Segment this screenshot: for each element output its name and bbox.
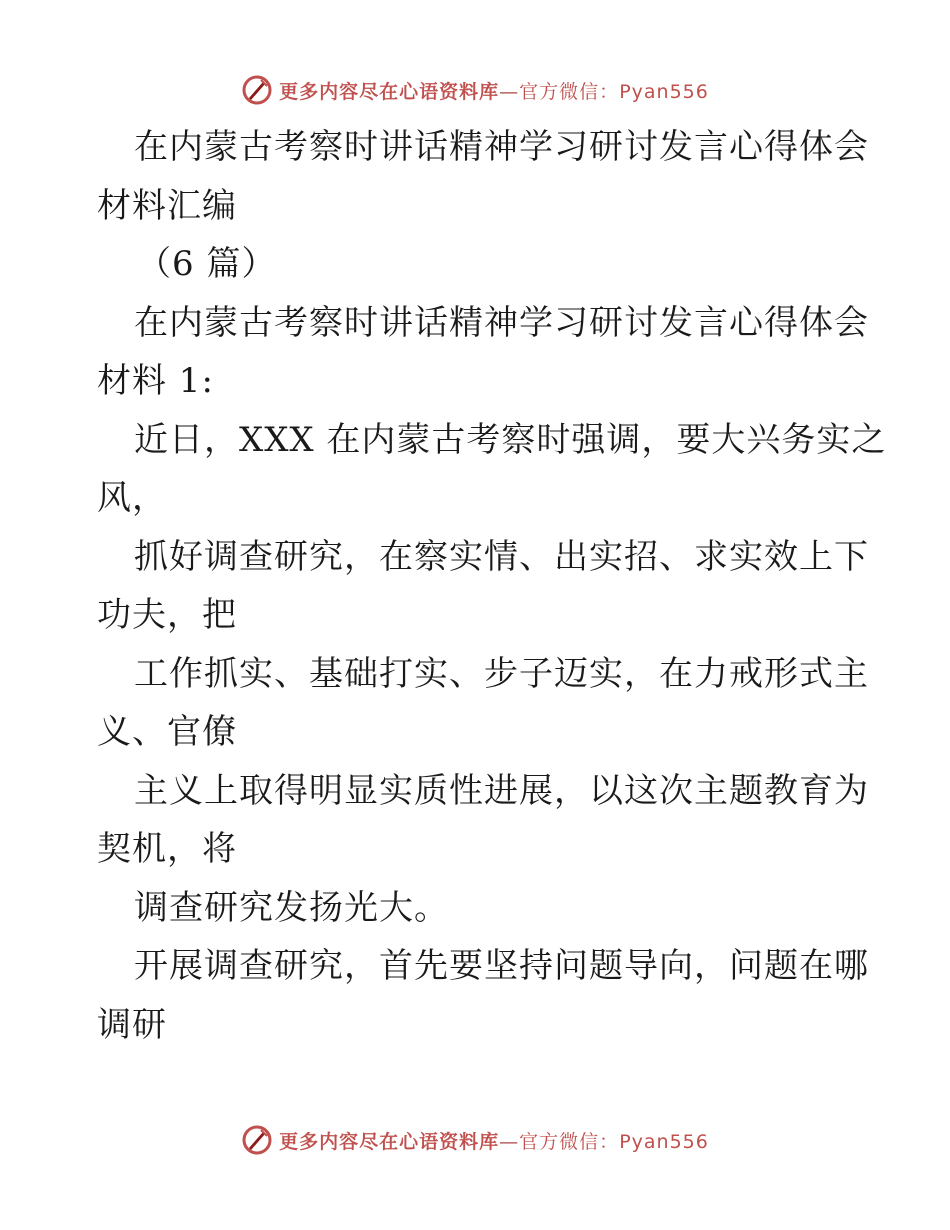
footer-watermark	[0, 1120, 950, 1160]
paragraph-line: 开展调查研究，首先要坚持问题导向，问题在哪	[134, 946, 869, 986]
quill-logo-icon	[241, 1124, 273, 1156]
watermark-text	[279, 1127, 709, 1154]
watermark-separator: —	[499, 1130, 520, 1153]
doc-title-line-2: 材料汇编	[97, 185, 237, 226]
header-watermark	[0, 70, 950, 110]
watermark-wechat-id: Pyan556	[619, 80, 709, 103]
quill-logo-icon	[241, 74, 273, 106]
watermark-text	[279, 77, 709, 104]
paragraph-line: 功夫，把	[97, 595, 237, 635]
paragraph-line: 义、官僚	[97, 712, 237, 752]
doc-title-line-1: 在内蒙古考察时讲话精神学习研讨发言心得体会	[134, 127, 869, 167]
watermark-separator: —	[499, 80, 520, 103]
watermark-sub: 官方微信：	[519, 1130, 620, 1153]
paragraph-line: 抓好调查研究，在察实情、出实招、求实效上下	[134, 536, 869, 577]
paragraph-line: 主义上取得明显实质性进展，以这次主题教育为	[134, 770, 869, 811]
paragraph-line: 风，	[97, 478, 167, 518]
paragraph-line: 近日，XXX 在内蒙古考察时强调，要大兴务实之	[134, 419, 887, 460]
paragraph-line: 调查研究发扬光大。	[134, 887, 449, 928]
doc-section-title-line-1: 在内蒙古考察时讲话精神学习研讨发言心得体会	[134, 302, 869, 343]
document-body	[97, 118, 887, 1054]
watermark-wechat-id: Pyan556	[619, 1130, 709, 1153]
paragraph-line: 工作抓实、基础打实、步子迈实，在力戒形式主	[134, 653, 869, 694]
watermark-sub: 官方微信：	[519, 80, 620, 103]
watermark-main: 更多内容尽在心语资料库	[279, 1130, 500, 1153]
watermark-main: 更多内容尽在心语资料库	[279, 80, 500, 103]
paragraph-line: 契机，将	[97, 829, 237, 869]
paragraph-line: 调研	[97, 1004, 167, 1045]
doc-count-line: （6 篇）	[137, 244, 277, 284]
doc-section-title-line-2: 材料 1:	[97, 361, 214, 401]
